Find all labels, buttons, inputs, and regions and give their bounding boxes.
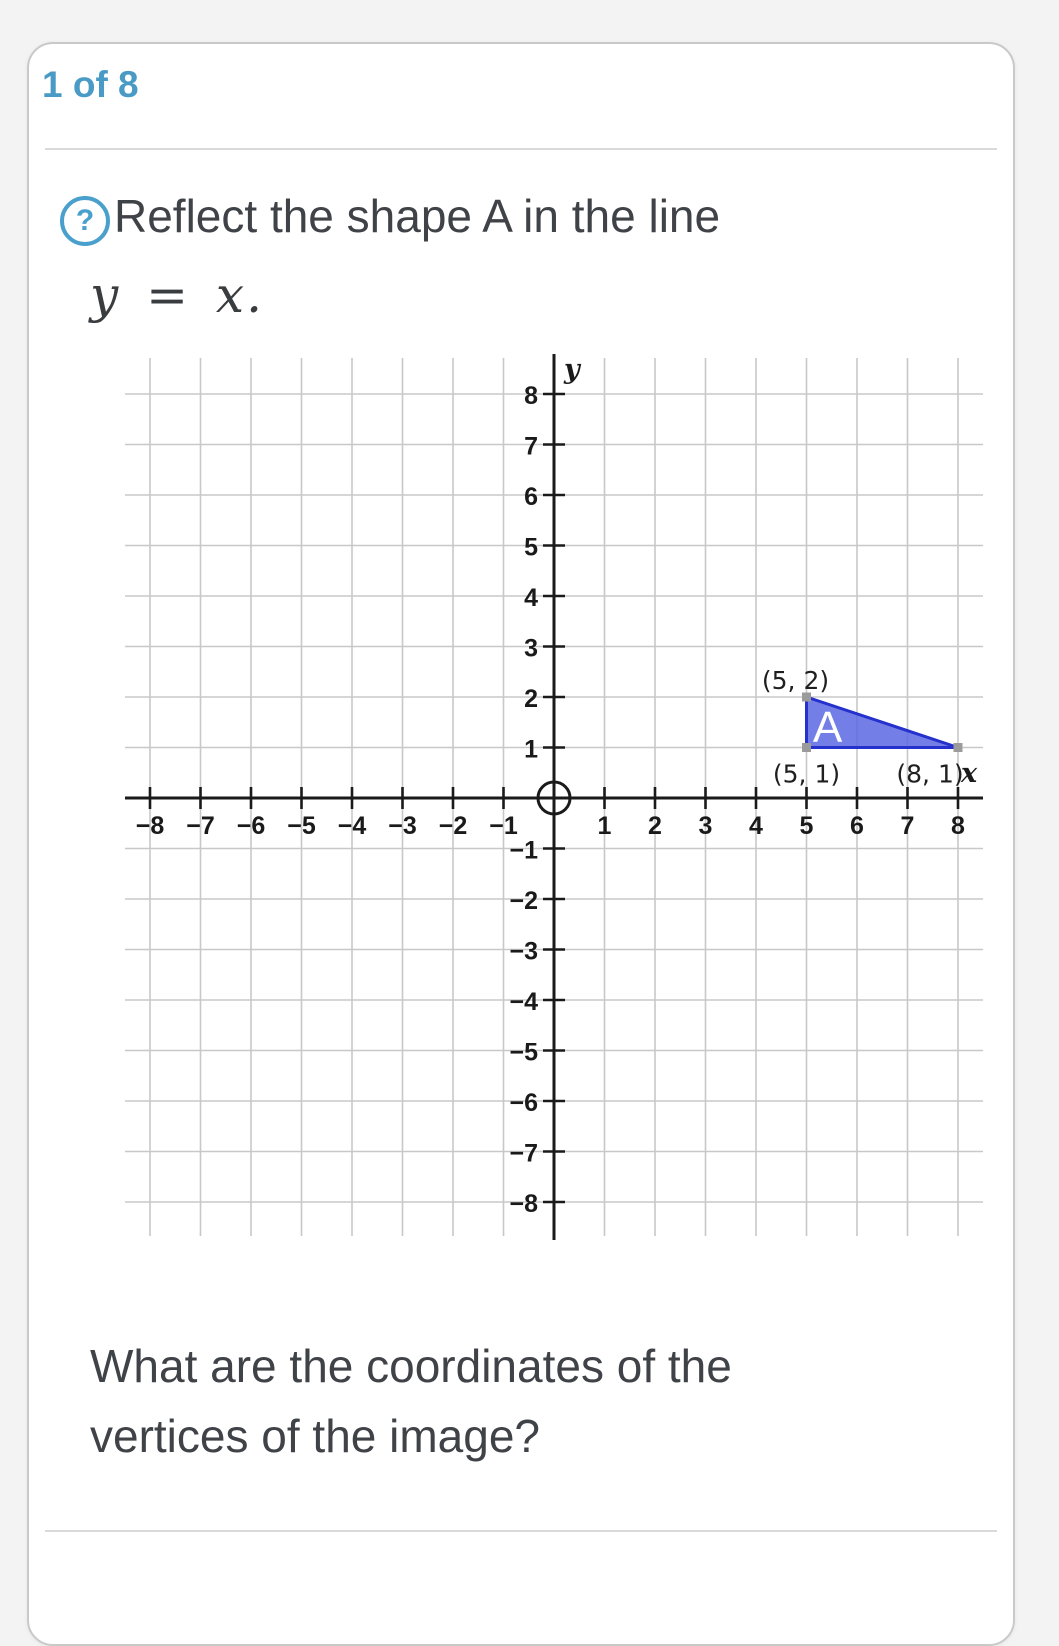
svg-text:−5: −5 — [509, 1038, 538, 1067]
svg-text:−1: −1 — [509, 836, 538, 865]
vertex-marker — [802, 743, 811, 752]
vertex-marker — [954, 743, 963, 752]
svg-text:−2: −2 — [509, 887, 538, 915]
pager: 1 of 8 — [42, 64, 139, 105]
svg-text:7: 7 — [524, 432, 538, 461]
svg-text:3: 3 — [524, 634, 538, 663]
svg-text:−8: −8 — [509, 1190, 538, 1218]
svg-text:−3: −3 — [388, 812, 417, 840]
vertex-label: (8, 1) — [896, 759, 964, 789]
svg-text:7: 7 — [900, 812, 915, 840]
svg-text:2: 2 — [524, 685, 538, 713]
svg-text:6: 6 — [524, 483, 538, 511]
svg-text:−3: −3 — [509, 937, 538, 966]
axes — [125, 354, 983, 1240]
svg-text:3: 3 — [698, 812, 713, 840]
svg-text:1: 1 — [524, 735, 538, 764]
y-axis-letter: y — [564, 354, 580, 385]
svg-text:−2: −2 — [438, 812, 468, 840]
svg-text:4: 4 — [524, 584, 538, 612]
svg-text:−8: −8 — [135, 812, 165, 840]
header-divider — [45, 148, 997, 150]
vertex-label: (5, 2) — [761, 666, 830, 695]
svg-text:4: 4 — [749, 812, 763, 840]
svg-text:5: 5 — [799, 812, 814, 840]
footer-divider — [45, 1530, 997, 1532]
followup-line2: vertices of the image? — [90, 1410, 541, 1462]
svg-text:−6: −6 — [509, 1089, 538, 1117]
svg-text:8: 8 — [524, 382, 538, 410]
question-math-expression: y = x. — [90, 266, 265, 324]
svg-text:−7: −7 — [186, 812, 215, 840]
x-axis-letter: x — [961, 758, 978, 789]
svg-text:−5: −5 — [287, 812, 316, 840]
svg-text:−4: −4 — [509, 988, 538, 1016]
svg-text:5: 5 — [524, 533, 538, 562]
svg-text:2: 2 — [648, 812, 662, 840]
svg-text:8: 8 — [951, 812, 965, 840]
followup-line1: What are the coordinates of the — [90, 1340, 732, 1392]
tick-labels — [136, 382, 965, 1218]
question-card — [27, 42, 1015, 1646]
question-text-line1: Reflect the shape A in the line — [114, 190, 721, 242]
svg-text:6: 6 — [850, 812, 864, 840]
shape-A — [762, 666, 964, 789]
question-mark-glyph: ? — [75, 204, 95, 237]
svg-text:−4: −4 — [337, 812, 367, 840]
vertex-label: (5, 1) — [772, 759, 841, 789]
coordinate-grid — [125, 354, 985, 1240]
svg-text:−6: −6 — [236, 812, 266, 840]
svg-text:1: 1 — [597, 812, 612, 840]
question-mark-icon[interactable] — [60, 196, 110, 246]
svg-text:−7: −7 — [509, 1139, 538, 1168]
svg-text:−1: −1 — [489, 812, 518, 840]
followup-question — [90, 1331, 732, 1471]
shape-name-label: A — [812, 703, 843, 752]
